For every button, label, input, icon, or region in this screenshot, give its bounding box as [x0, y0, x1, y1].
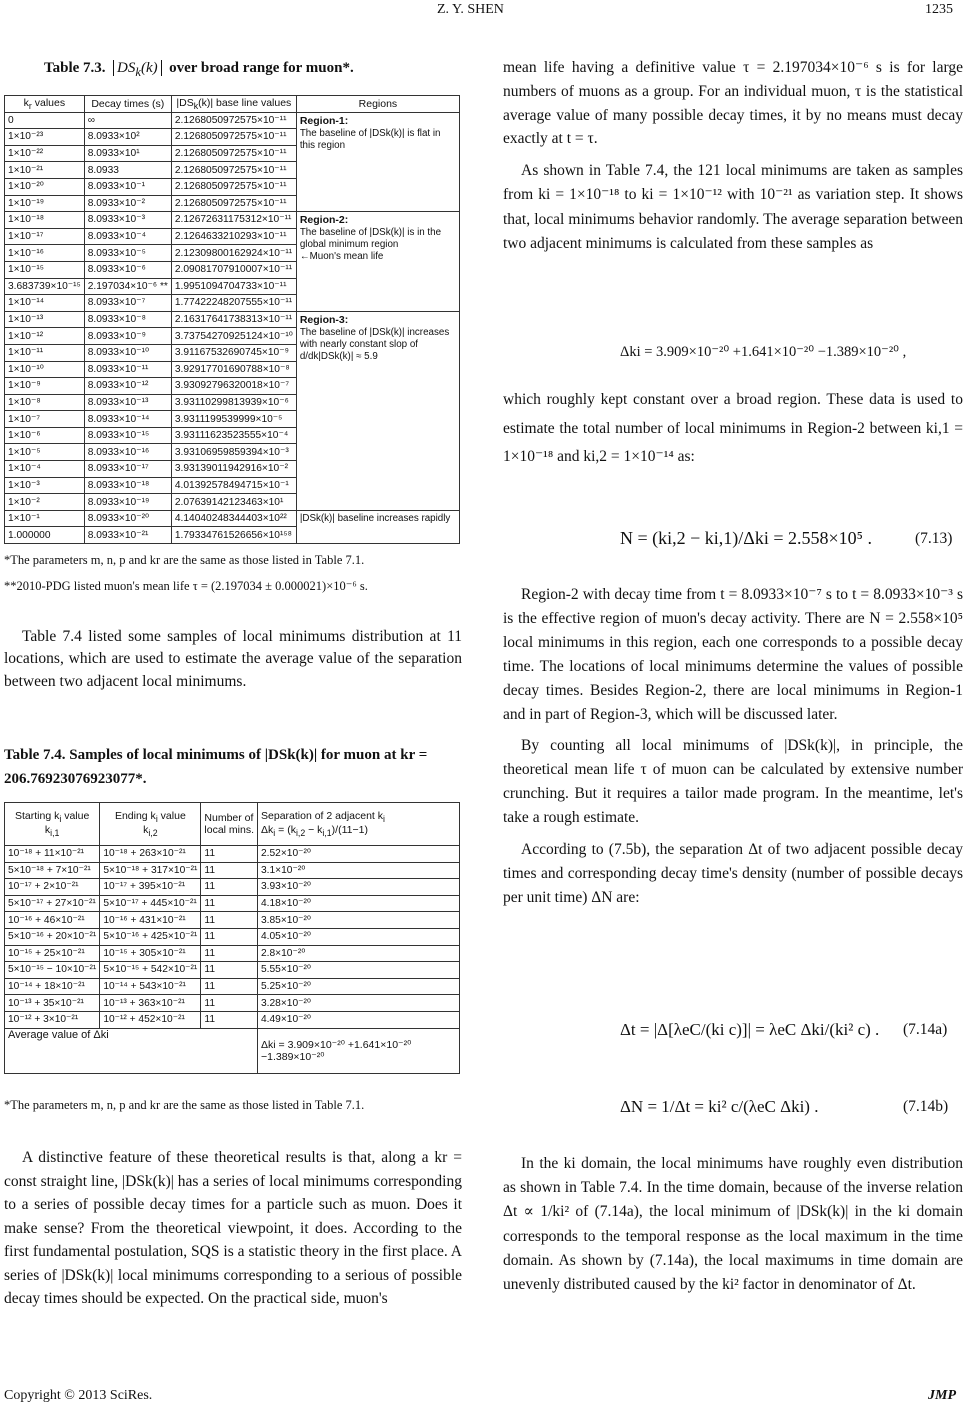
- right-column-bottom: [503, 1152, 963, 1297]
- decay-time-cell: 8.0933×10⁻¹⁴: [84, 411, 171, 428]
- baseline-value-cell: 2.1268050972575×10⁻¹¹: [171, 178, 296, 195]
- decay-time-cell: 8.0933×10⁻²¹: [84, 527, 171, 544]
- start-ki-cell: 10⁻¹⁷ + 2×10⁻²¹: [5, 879, 100, 896]
- table-7-4-footnote: *The parameters m, n, p and kr are the same as those listed in Table 7.1.: [4, 1098, 365, 1112]
- table-row: [5, 978, 460, 995]
- count-cell: 11: [201, 879, 258, 896]
- kr-value-cell: 1×10⁻³: [5, 477, 85, 494]
- kr-value-cell: 1×10⁻¹: [5, 510, 85, 527]
- table-row: [5, 895, 460, 912]
- kr-value-cell: 1×10⁻⁷: [5, 411, 85, 428]
- baseline-value-cell: 3.91167532690745×10⁻⁹: [171, 344, 296, 361]
- kr-value-cell: 1×10⁻⁶: [5, 427, 85, 444]
- journal-name: JMP: [928, 1388, 956, 1403]
- kr-value-cell: 3.683739×10⁻¹⁵: [5, 278, 85, 295]
- end-ki-cell: 10⁻¹⁷ + 395×10⁻²¹: [100, 879, 201, 896]
- baseline-value-cell: 3.92917701690788×10⁻⁸: [171, 361, 296, 378]
- separation-cell: 3.28×10⁻²⁰: [258, 995, 460, 1012]
- start-ki-cell: 10⁻¹⁶ + 46×10⁻²¹: [5, 912, 100, 929]
- table-7-3-caption: Table 7.3. $DS_k(k)$ over broad range for muon*.: [44, 60, 354, 79]
- col-header-regions: Regions: [296, 96, 459, 113]
- baseline-value-cell: 2.1268050972575×10⁻¹¹: [171, 195, 296, 212]
- baseline-value-cell: 1.79334761526656×10¹⁵⁸: [171, 527, 296, 544]
- equation-number-7-13: (7.13): [915, 530, 953, 547]
- region1-title: Region-1:: [299, 114, 349, 127]
- separation-cell: 3.93×10⁻²⁰: [258, 879, 460, 896]
- equation-7-14b: ΔN = 1/Δt = ki² c/(λeC Δki) .: [620, 1097, 819, 1116]
- baseline-value-cell: 2.16317641738313×10⁻¹¹: [171, 311, 296, 328]
- start-ki-cell: 5×10⁻¹⁵ − 10×10⁻²¹: [5, 962, 100, 979]
- kr-value-cell: 1×10⁻¹⁰: [5, 361, 85, 378]
- region3-text: The baseline of |DSk(k)| increases with nearly constant slop of d/dk|DSk(k)| ≈ 5.9: [299, 326, 450, 362]
- baseline-value-cell: 1.77422248207555×10⁻¹¹: [171, 295, 296, 312]
- decay-time-cell: 8.0933×10⁻¹: [84, 178, 171, 195]
- separation-cell: 3.85×10⁻²⁰: [258, 912, 460, 929]
- region4-text: |DSk(k)| baseline increases rapidly: [299, 512, 451, 524]
- kr-value-cell: 1×10⁻¹⁵: [5, 261, 85, 278]
- count-cell: 11: [201, 912, 258, 929]
- paragraph: A distinctive feature of these theoretical results is that, along a kr = const straight line, |DSk(k)| has a series of local minimums corresponding to a series of possible decay times for a particle such as muon. Does it make sense? From the theoretical viewpoint, it does. According to the first fundamental postulation, SQS is a statistic theory in the first place. A series of |DSk(k)| local minimums corresponding to a serious of possible decay times should be expected. On the practical side, muon's: [4, 1149, 462, 1307]
- baseline-value-cell: 2.1268050972575×10⁻¹¹: [171, 162, 296, 179]
- decay-time-cell: 8.0933×10⁻¹⁸: [84, 477, 171, 494]
- baseline-value-cell: 3.9311199539999×10⁻⁵: [171, 411, 296, 428]
- paragraph: According to (7.5b), the separation Δt of two adjacent possible decay times and corresponding decay time's density (number of possible decays per unit time) ΔN are:: [503, 840, 963, 907]
- baseline-value-cell: 3.93139011942916×10⁻²: [171, 461, 296, 478]
- baseline-value-cell: 3.93111623523555×10⁻⁴: [171, 427, 296, 444]
- table-row: [5, 510, 460, 527]
- kr-value-cell: 1×10⁻²⁰: [5, 178, 85, 195]
- decay-time-cell: 8.0933×10²: [84, 129, 171, 146]
- kr-value-cell: 1×10⁻⁴: [5, 461, 85, 478]
- baseline-value-cell: 2.1268050972575×10⁻¹¹: [171, 129, 296, 146]
- end-ki-cell: 5×10⁻¹⁸ + 317×10⁻²¹: [100, 862, 201, 879]
- region2-note: ←Muon's mean life: [299, 251, 384, 263]
- col-header-decay: Decay times (s): [84, 96, 171, 113]
- decay-time-cell: 8.0933×10⁻⁵: [84, 245, 171, 262]
- decay-time-cell: ∞: [84, 112, 171, 129]
- table-row: [5, 112, 460, 129]
- kr-value-cell: 1×10⁻²¹: [5, 162, 85, 179]
- paragraph: By counting all local minimums of |DSk(k)|, in principle, the theoretical mean life τ of muon can be calculated by extensive number crunching. But it requires a tailor made program. In the meantime, let's take a rough estimate.: [503, 736, 963, 826]
- baseline-value-cell: 2.1268050972575×10⁻¹¹: [171, 112, 296, 129]
- paragraph: mean life having a definitive value τ = 2.197034×10⁻⁶ s is for large numbers of muons as a group. For an individual muon, τ is the statistical average value of many possible decay times, it by no means must decay exactly at t = τ.: [503, 59, 963, 148]
- baseline-value-cell: 2.07639142123463×10¹: [171, 494, 296, 511]
- decay-time-cell: 8.0933×10⁻⁷: [84, 295, 171, 312]
- table-7-3-footnote-1: *The parameters m, n, p and kr are the same as those listed in Table 7.1.: [4, 553, 365, 567]
- table-row: [5, 846, 460, 863]
- baseline-value-cell: 2.12672631175312×10⁻¹¹: [171, 212, 296, 229]
- table-7-4-caption: Table 7.4. Samples of local minimums of |DSk(k)| for muon at kr = 206.76923076923077*.: [4, 747, 428, 787]
- kr-value-cell: 1×10⁻²: [5, 494, 85, 511]
- end-ki-cell: 10⁻¹⁵ + 305×10⁻²¹: [100, 945, 201, 962]
- count-cell: 11: [201, 1011, 258, 1028]
- separation-cell: 4.49×10⁻²⁰: [258, 1011, 460, 1028]
- decay-time-cell: 8.0933×10⁻¹³: [84, 394, 171, 411]
- separation-cell: 3.1×10⁻²⁰: [258, 862, 460, 879]
- start-ki-cell: 5×10⁻¹⁷ + 27×10⁻²¹: [5, 895, 100, 912]
- separation-cell: 2.8×10⁻²⁰: [258, 945, 460, 962]
- right-column-mid: [503, 386, 963, 472]
- table-7-3-footnote-2: **2010-PDG listed muon's mean life τ = (2.197034 ± 0.000021)×10⁻⁶ s.: [4, 579, 368, 593]
- kr-value-cell: 1×10⁻⁹: [5, 378, 85, 395]
- region-cell: [296, 112, 459, 212]
- decay-time-cell: 8.0933×10⁻²: [84, 195, 171, 212]
- count-cell: 11: [201, 978, 258, 995]
- avg-label: Average value of Δki: [5, 1028, 258, 1073]
- right-column-lower: [503, 583, 963, 910]
- table-row: [5, 995, 460, 1012]
- kr-value-cell: 1.000000: [5, 527, 85, 544]
- col-header-end: Ending $k_i$ value $k_{i,2}$: [100, 803, 201, 846]
- decay-time-cell: 8.0933×10⁻¹⁷: [84, 461, 171, 478]
- baseline-value-cell: 2.12309800162924×10⁻¹¹: [171, 245, 296, 262]
- paragraph: Table 7.4 listed some samples of local minimums distribution at 11 locations, which are used to estimate the average value of the separation between two adjacent local minimums.: [4, 628, 462, 690]
- baseline-value-cell: 3.93106959859394×10⁻³: [171, 444, 296, 461]
- equation-number-7-14a: (7.14a): [903, 1021, 948, 1038]
- table-row: [5, 912, 460, 929]
- decay-time-cell: 8.0933×10⁻⁴: [84, 228, 171, 245]
- left-para-1: [4, 626, 462, 693]
- equation-7-13: N = (ki,2 − ki,1)/Δki = 2.558×10⁵ .: [620, 528, 872, 548]
- region-cell: [296, 311, 459, 510]
- decay-time-cell: 8.0933×10⁻⁹: [84, 328, 171, 345]
- decay-time-cell: 8.0933×10⁻¹⁶: [84, 444, 171, 461]
- separation-cell: 5.25×10⁻²⁰: [258, 978, 460, 995]
- end-ki-cell: 10⁻¹⁸ + 263×10⁻²¹: [100, 846, 201, 863]
- kr-value-cell: 1×10⁻²³: [5, 129, 85, 146]
- decay-time-cell: 2.197034×10⁻⁶ **: [84, 278, 171, 295]
- region-cell: [296, 212, 459, 312]
- page-number: 1235: [925, 2, 953, 17]
- table-row: [5, 862, 460, 879]
- kr-value-cell: 1×10⁻⁵: [5, 444, 85, 461]
- decay-time-cell: 8.0933×10⁻¹⁹: [84, 494, 171, 511]
- copyright: Copyright © 2013 SciRes.: [4, 1388, 153, 1403]
- table-row: [5, 945, 460, 962]
- right-column-top: [503, 56, 963, 256]
- decay-time-cell: 8.0933×10¹: [84, 145, 171, 162]
- equation-number-7-14b: (7.14b): [903, 1098, 949, 1115]
- equation-7-14a: Δt = |Δ[λeC/(ki c)]| = λeC Δki/(ki² c) .: [620, 1020, 880, 1039]
- paragraph: In the ki domain, the local minimums have roughly even distribution as shown in Table 7.4. In the time domain, because of the inverse relation Δt ∝ 1/ki² of (7.14a), the local minimum of |DSk(k)| in the ki domain corresponds to the temporal response as the local maximum in the time domain. As shown by (7.14a), the local maximums in time domain are unevenly distributed caused by the ki² factor in denominator of Δt.: [503, 1155, 963, 1294]
- baseline-value-cell: 2.09081707910007×10⁻¹¹: [171, 261, 296, 278]
- kr-value-cell: 1×10⁻¹⁴: [5, 295, 85, 312]
- region3-title: Region-3:: [299, 313, 349, 326]
- start-ki-cell: 5×10⁻¹⁸ + 7×10⁻²¹: [5, 862, 100, 879]
- kr-value-cell: 1×10⁻¹⁷: [5, 228, 85, 245]
- paragraph: Region-2 with decay time from t = 8.0933×10⁻⁷ s to t = 8.0933×10⁻³ s is the effective region of muon's decay activity. There are N = 2.558×10⁵ local minimums in this region, each one corresponds to a possible decay time. The locations of local minimums determine the values of possible decay times. Besides Region-2, there are local minimums in Region-1 and in part of Region-3, which will be discussed later.: [503, 586, 963, 724]
- baseline-value-cell: 2.1268050972575×10⁻¹¹: [171, 145, 296, 162]
- table-row: [5, 212, 460, 229]
- kr-value-cell: 1×10⁻¹²: [5, 328, 85, 345]
- count-cell: 11: [201, 895, 258, 912]
- decay-time-cell: 8.0933×10⁻¹¹: [84, 361, 171, 378]
- decay-time-cell: 8.0933×10⁻⁸: [84, 311, 171, 328]
- count-cell: 11: [201, 928, 258, 945]
- col-header-separation: Separation of 2 adjacent $k_i$ $\Delta k_i = (k_{i,2} - k_{i,1})/(11-1)$: [258, 803, 460, 846]
- kr-value-cell: 1×10⁻²²: [5, 145, 85, 162]
- kr-value-cell: 1×10⁻¹⁶: [5, 245, 85, 262]
- baseline-value-cell: 1.9951094704733×10⁻¹¹: [171, 278, 296, 295]
- region-cell: [296, 510, 459, 543]
- decay-time-cell: 8.0933×10⁻⁶: [84, 261, 171, 278]
- paragraph: which roughly kept constant over a broad region. These data is used to estimate the total number of local minimums in Region-2 between ki,1 = 1×10⁻¹⁸ and ki,2 = 1×10⁻¹⁴ as:: [503, 391, 963, 465]
- count-cell: 11: [201, 945, 258, 962]
- left-para-2: [4, 1146, 462, 1311]
- baseline-value-cell: 3.93092796320018×10⁻⁷: [171, 378, 296, 395]
- count-cell: 11: [201, 995, 258, 1012]
- decay-time-cell: 8.0933×10⁻¹⁵: [84, 427, 171, 444]
- avg-value: Δki = 3.909×10⁻²⁰ +1.641×10⁻²⁰ −1.389×10⁻²⁰: [258, 1028, 460, 1073]
- decay-time-cell: 8.0933×10⁻³: [84, 212, 171, 229]
- table-7-4: [4, 802, 460, 1074]
- decay-time-cell: 8.0933×10⁻¹⁰: [84, 344, 171, 361]
- end-ki-cell: 10⁻¹⁴ + 543×10⁻²¹: [100, 978, 201, 995]
- decay-time-cell: 8.0933×10⁻¹²: [84, 378, 171, 395]
- separation-cell: 5.55×10⁻²⁰: [258, 962, 460, 979]
- region2-text: The baseline of |DSk(k)| is in the global minimum region: [299, 227, 442, 251]
- baseline-value-cell: 4.01392578494715×10⁻¹: [171, 477, 296, 494]
- baseline-value-cell: 4.14040248344403×10²²: [171, 510, 296, 527]
- end-ki-cell: 10⁻¹⁶ + 431×10⁻²¹: [100, 912, 201, 929]
- end-ki-cell: 5×10⁻¹⁶ + 425×10⁻²¹: [100, 928, 201, 945]
- count-cell: 11: [201, 862, 258, 879]
- table-7-3: [4, 95, 460, 544]
- start-ki-cell: 10⁻¹⁵ + 25×10⁻²¹: [5, 945, 100, 962]
- count-cell: 11: [201, 962, 258, 979]
- col-header-count: Number of local mins.: [201, 803, 258, 846]
- count-cell: 11: [201, 846, 258, 863]
- kr-value-cell: 1×10⁻¹⁹: [5, 195, 85, 212]
- equation-average-separation: Δki = 3.909×10⁻²⁰ +1.641×10⁻²⁰ −1.389×10⁻²⁰ ,: [620, 344, 907, 360]
- table-row: [5, 879, 460, 896]
- baseline-value-cell: 3.93110299813939×10⁻⁶: [171, 394, 296, 411]
- end-ki-cell: 5×10⁻¹⁵ + 542×10⁻²¹: [100, 962, 201, 979]
- start-ki-cell: 10⁻¹² + 3×10⁻²¹: [5, 1011, 100, 1028]
- kr-value-cell: 1×10⁻¹⁸: [5, 212, 85, 229]
- baseline-value-cell: 3.73754270925124×10⁻¹⁰: [171, 328, 296, 345]
- table-row: [5, 928, 460, 945]
- start-ki-cell: 10⁻¹⁴ + 18×10⁻²¹: [5, 978, 100, 995]
- baseline-value-cell: 2.1264633210293×10⁻¹¹: [171, 228, 296, 245]
- region2-title: Region-2:: [299, 214, 349, 227]
- start-ki-cell: 5×10⁻¹⁶ + 20×10⁻²¹: [5, 928, 100, 945]
- col-header-baseline: $|DS_k(k)|$ base line values: [171, 96, 296, 113]
- table-row: [5, 962, 460, 979]
- start-ki-cell: 10⁻¹⁸ + 11×10⁻²¹: [5, 846, 100, 863]
- kr-value-cell: 1×10⁻¹¹: [5, 344, 85, 361]
- running-head-author: Z. Y. SHEN: [437, 2, 504, 17]
- kr-value-cell: 1×10⁻⁸: [5, 394, 85, 411]
- col-header-kr: $k_r$ values: [5, 96, 85, 113]
- region1-text: The baseline of |DSk(k)| is flat in this region: [299, 127, 441, 151]
- col-header-start: Starting $k_i$ value $k_{i,1}$: [5, 803, 100, 846]
- separation-cell: 2.52×10⁻²⁰: [258, 846, 460, 863]
- table-row: [5, 311, 460, 328]
- decay-time-cell: 8.0933×10⁻²⁰: [84, 510, 171, 527]
- kr-value-cell: 0: [5, 112, 85, 129]
- end-ki-cell: 10⁻¹³ + 363×10⁻²¹: [100, 995, 201, 1012]
- decay-time-cell: 8.0933: [84, 162, 171, 179]
- table-row: [5, 1011, 460, 1028]
- end-ki-cell: 10⁻¹² + 452×10⁻²¹: [100, 1011, 201, 1028]
- end-ki-cell: 5×10⁻¹⁷ + 445×10⁻²¹: [100, 895, 201, 912]
- paragraph: As shown in Table 7.4, the 121 local minimums are taken as samples from ki = 1×10⁻¹⁸ to ki = 1×10⁻¹² with 10⁻²¹ as variation step. It shows that, local minimums behavior randomly. The average separation between two adjacent minimums is calculated from these samples as: [503, 162, 963, 253]
- separation-cell: 4.18×10⁻²⁰: [258, 895, 460, 912]
- separation-cell: 4.05×10⁻²⁰: [258, 928, 460, 945]
- start-ki-cell: 10⁻¹³ + 35×10⁻²¹: [5, 995, 100, 1012]
- kr-value-cell: 1×10⁻¹³: [5, 311, 85, 328]
